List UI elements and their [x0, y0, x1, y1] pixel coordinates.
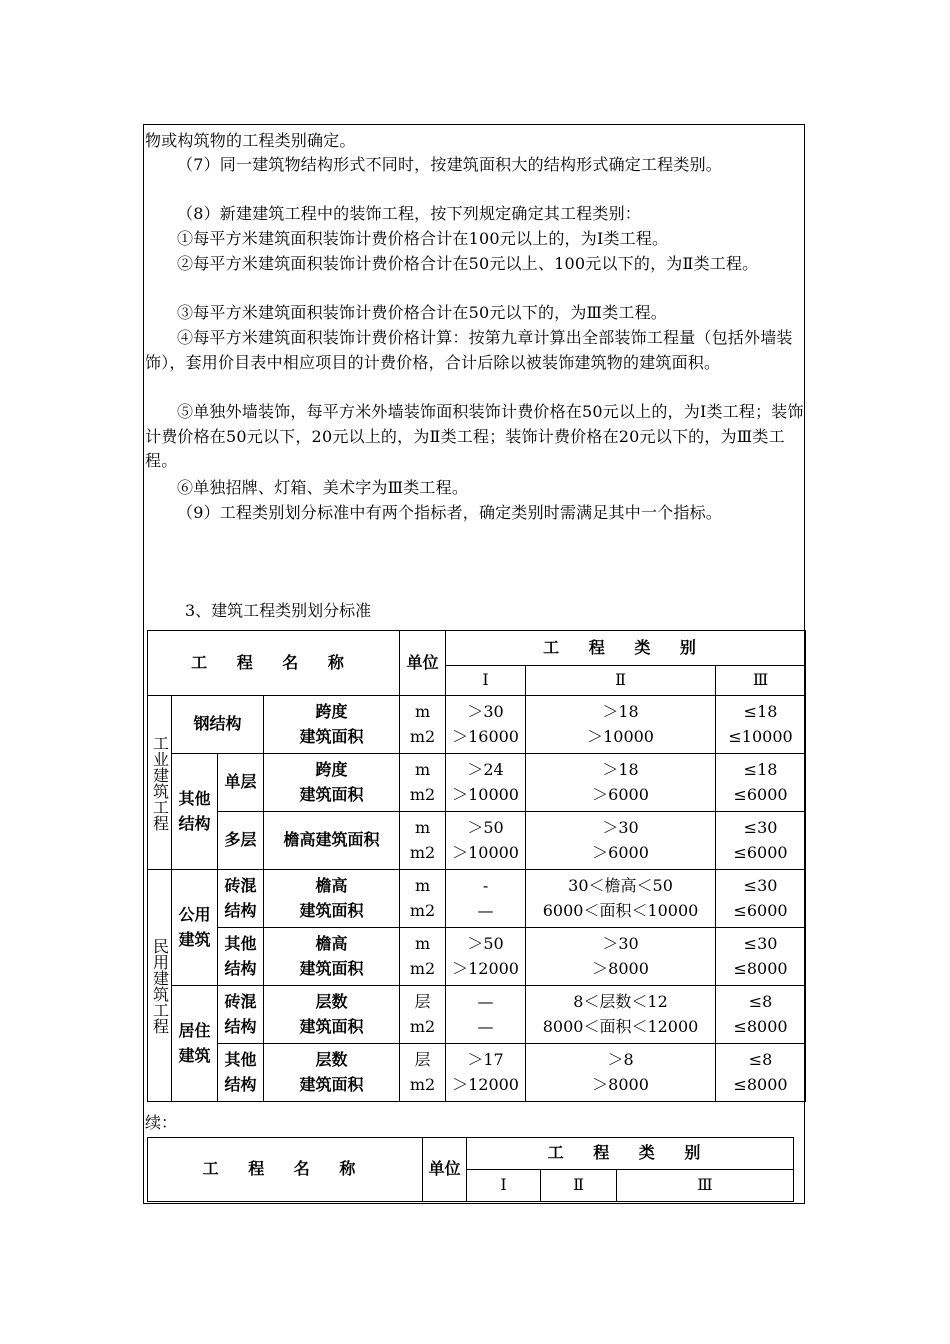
- value-line: ＞30: [467, 702, 504, 721]
- value-line: ≤8: [748, 1050, 773, 1069]
- group-residential: [172, 986, 218, 1102]
- indicator-cell: [264, 870, 400, 928]
- group-brick-concrete-label: 砖混结构: [224, 992, 257, 1036]
- indicator-line: 建筑面积: [299, 1016, 364, 1036]
- class-3-cell: [716, 870, 806, 928]
- group-multi-storey: 多层: [218, 812, 264, 870]
- value-line: ＞10000: [587, 726, 654, 746]
- unit-cell: [400, 1044, 446, 1102]
- paragraph-8-item-2: ②每平方米建筑面积装饰计费价格合计在50元以上、100元以下的，为Ⅱ类工程。: [177, 254, 759, 273]
- indicator-line: 跨度: [315, 702, 348, 721]
- class-1-cell: [446, 1044, 526, 1102]
- value-line: ＞10000: [452, 842, 519, 862]
- class-1-cell: [446, 696, 526, 754]
- group-civil-label: 民用建筑工程: [150, 937, 170, 1034]
- value-line: ≤8000: [733, 958, 788, 978]
- unit-line: m: [414, 818, 431, 837]
- unit-line: m2: [409, 784, 436, 804]
- paragraph-8-item-5: ⑤单独外墙装饰，每平方米外墙装饰面积装饰计费价格在50元以上的，为Ⅰ类工程；装饰计费价格在50元以下，20元以上的，为Ⅱ类工程；装饰计费价格在20元以下的，为Ⅲ类工程。: [145, 402, 804, 470]
- value-line: ＞18: [602, 760, 639, 779]
- unit-line: 层: [414, 1050, 431, 1069]
- header-class-3: Ⅲ: [716, 666, 806, 696]
- class-1-cell: [446, 870, 526, 928]
- value-line: ＞6000: [592, 842, 649, 862]
- class-2-cell: [526, 812, 716, 870]
- header-class-1: Ⅰ: [446, 666, 526, 696]
- value-line: ＞6000: [592, 784, 649, 804]
- group-other-structure-label: 其他结构: [178, 789, 211, 833]
- class-2-cell: [526, 696, 716, 754]
- value-line: ＞8000: [592, 1074, 649, 1094]
- continued-header-category: 工 程 类 别: [467, 1138, 794, 1170]
- indicator-line: 檐高: [315, 934, 348, 953]
- indicator-cell: [264, 754, 400, 812]
- header-project-name: 工 程 名 称: [148, 631, 400, 696]
- class-3-cell: [716, 754, 806, 812]
- section-heading: 3、建筑工程类别划分标准: [185, 601, 372, 620]
- indicator-line: 建筑面积: [299, 958, 364, 978]
- indicator-line: 建筑面积: [299, 1074, 364, 1094]
- header-category: 工 程 类 别: [446, 631, 806, 666]
- value-line: ≤6000: [733, 784, 788, 804]
- group-brick-concrete: [218, 870, 264, 928]
- continued-header-class-2: Ⅱ: [541, 1170, 617, 1202]
- value-line: ＞12000: [452, 958, 519, 978]
- continued-header-unit: 单位: [423, 1138, 467, 1202]
- unit-line: m2: [409, 900, 436, 920]
- unit-line: m2: [409, 1016, 436, 1036]
- class-2-cell: [526, 1044, 716, 1102]
- paragraph-8-item-6: ⑥单独招牌、灯箱、美术字为Ⅲ类工程。: [177, 478, 469, 497]
- value-line: ≤6000: [733, 900, 788, 920]
- indicator-line: 建筑面积: [299, 726, 364, 746]
- indicator-cell: [264, 1044, 400, 1102]
- value-line: —: [477, 992, 494, 1011]
- group-other-label: 其他结构: [224, 1050, 257, 1094]
- value-line: ＞17: [467, 1050, 504, 1069]
- value-line: ＞16000: [452, 726, 519, 746]
- unit-cell: [400, 696, 446, 754]
- group-other-structure: [172, 754, 218, 870]
- class-3-cell: [716, 986, 806, 1044]
- value-line: ≤18: [743, 702, 778, 721]
- value-line: ＞30: [602, 818, 639, 837]
- class-3-cell: [716, 696, 806, 754]
- class-2-cell: [526, 928, 716, 986]
- group-brick-concrete: [218, 986, 264, 1044]
- header-unit: 单位: [400, 631, 446, 696]
- unit-line: m2: [409, 958, 436, 978]
- value-line: ≤30: [743, 934, 778, 953]
- value-line: ≤30: [743, 876, 778, 895]
- class-1-cell: [446, 812, 526, 870]
- indicator-line: 檐高: [315, 876, 348, 895]
- continued-header-class-1: Ⅰ: [467, 1170, 541, 1202]
- group-other-label: 其他结构: [224, 934, 257, 978]
- class-1-cell: [446, 928, 526, 986]
- unit-line: m2: [409, 1074, 436, 1094]
- class-1-cell: [446, 754, 526, 812]
- value-line: ＞50: [467, 818, 504, 837]
- unit-cell: [400, 986, 446, 1044]
- continued-table: [147, 1137, 794, 1202]
- indicator-line: 跨度: [315, 760, 348, 779]
- group-other: [218, 928, 264, 986]
- paragraph-8-item-4: ④每平方米建筑面积装饰计费价格计算：按第九章计算出全部装饰工程量（包括外墙装饰），套用价目表中相应项目的计费价格，合计后除以被装饰建筑物的建筑面积。: [145, 328, 793, 372]
- value-line: ≤18: [743, 760, 778, 779]
- group-industrial-label: 工业建筑工程: [150, 734, 170, 831]
- value-line: ≤8000: [733, 1074, 788, 1094]
- value-line: ＞50: [467, 934, 504, 953]
- indicator-cell: [264, 812, 400, 870]
- unit-line: m: [414, 876, 431, 895]
- continued-label: 续：: [145, 1113, 178, 1132]
- value-line: ≤8000: [733, 1016, 788, 1036]
- value-line: ≤30: [743, 818, 778, 837]
- group-steel: 钢结构: [172, 696, 264, 754]
- paragraph-8-item-1: ①每平方米建筑面积装饰计费价格合计在100元以上的，为Ⅰ类工程。: [177, 229, 669, 248]
- value-line: ≤6000: [733, 842, 788, 862]
- value-line: ＞24: [467, 760, 504, 779]
- header-class-2: Ⅱ: [526, 666, 716, 696]
- value-line: 8000＜面积＜12000: [542, 1016, 699, 1036]
- group-industrial: [148, 696, 172, 870]
- unit-cell: [400, 870, 446, 928]
- paragraph-9: （9）工程类别划分标准中有两个指标者，确定类别时需满足其中一个指标。: [177, 503, 722, 522]
- indicator-line: 建筑面积: [299, 900, 364, 920]
- value-line: ＞8: [607, 1050, 634, 1069]
- indicator-line: 建筑面积: [299, 784, 364, 804]
- value-line: ＞8000: [592, 958, 649, 978]
- value-line: ＞12000: [452, 1074, 519, 1094]
- group-other: [218, 1044, 264, 1102]
- value-line: ≤8: [748, 992, 773, 1011]
- value-line: ＞18: [602, 702, 639, 721]
- group-residential-label: 居住建筑: [178, 1021, 211, 1065]
- indicator-cell: [264, 928, 400, 986]
- value-line: —: [477, 900, 494, 920]
- unit-line: 层: [414, 992, 431, 1011]
- class-3-cell: [716, 812, 806, 870]
- value-line: ＞30: [602, 934, 639, 953]
- unit-line: m2: [409, 842, 436, 862]
- value-line: ＞10000: [452, 784, 519, 804]
- group-brick-concrete-label: 砖混结构: [224, 876, 257, 920]
- value-line: 30＜檐高＜50: [568, 876, 673, 895]
- unit-cell: [400, 812, 446, 870]
- group-civil: [148, 870, 172, 1102]
- value-line: 8＜层数＜12: [573, 992, 668, 1011]
- group-public: [172, 870, 218, 986]
- unit-line: m: [414, 760, 431, 779]
- indicator-line: 层数: [315, 992, 348, 1011]
- class-1-cell: [446, 986, 526, 1044]
- unit-cell: [400, 928, 446, 986]
- continued-header-project-name: 工 程 名 称: [148, 1138, 423, 1202]
- paragraph-7: （7）同一建筑物结构形式不同时，按建筑面积大的结构形式确定工程类别。: [177, 155, 722, 174]
- value-line: —: [477, 1016, 494, 1036]
- unit-line: m: [414, 702, 431, 721]
- indicator-line: 檐高建筑面积: [283, 830, 380, 850]
- unit-line: m: [414, 934, 431, 953]
- unit-cell: [400, 754, 446, 812]
- class-2-cell: [526, 870, 716, 928]
- group-public-label: 公用建筑: [178, 905, 211, 949]
- paragraph-8-item-3: ③每平方米建筑面积装饰计费价格合计在50元以下的，为Ⅲ类工程。: [177, 303, 667, 322]
- class-2-cell: [526, 754, 716, 812]
- unit-line: m2: [409, 726, 436, 746]
- value-line: ≤10000: [728, 726, 793, 746]
- group-single-storey: 单层: [218, 754, 264, 812]
- indicator-line: 层数: [315, 1050, 348, 1069]
- paragraph-8: （8）新建建筑工程中的装饰工程，按下列规定确定其工程类别：: [177, 204, 641, 223]
- classification-table: [147, 630, 806, 1102]
- class-3-cell: [716, 928, 806, 986]
- class-3-cell: [716, 1044, 806, 1102]
- continued-header-class-3: Ⅲ: [617, 1170, 794, 1202]
- class-2-cell: [526, 986, 716, 1044]
- paragraph-continuation: 物或构筑物的工程类别确定。: [145, 131, 356, 150]
- value-line: 6000＜面积＜10000: [542, 900, 699, 920]
- value-line: -: [482, 876, 489, 895]
- indicator-cell: [264, 986, 400, 1044]
- indicator-cell: [264, 696, 400, 754]
